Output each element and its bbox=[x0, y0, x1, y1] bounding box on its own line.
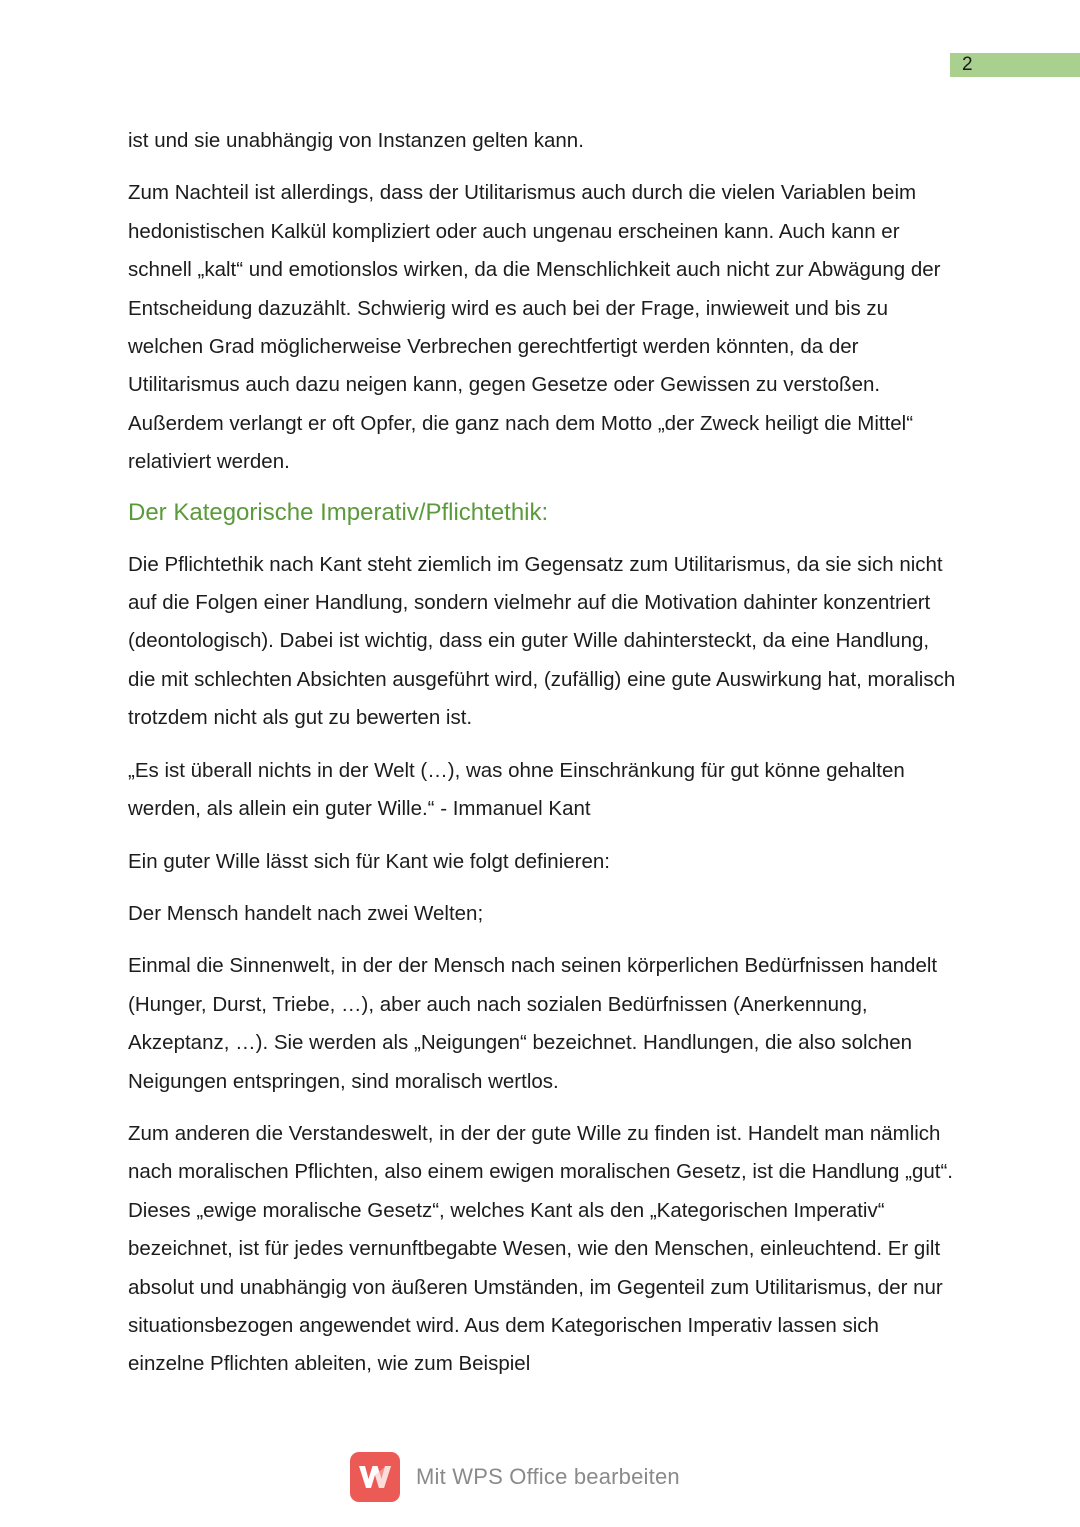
paragraph: Ein guter Wille lässt sich für Kant wie folgt definieren: bbox=[128, 849, 610, 873]
wps-w-glyph-icon bbox=[357, 1462, 393, 1492]
wps-footer-text: Mit WPS Office bearbeiten bbox=[416, 1464, 680, 1489]
paragraph: Die Pflichtethik nach Kant steht ziemlich im Gegensatz zum Utilitarismus, da sie sich nicht auf die Folgen einer Handlung, sondern vielmehr auf die Motivation dahinter konzentriert (deontologisch). Dabei ist wichtig, dass ein guter Wille dahintersteckt, da eine Handlung, die mit schlechten Absichten ausgeführt wird, (zufällig) eine gute Auswirkung hat, moralisch trotzdem nicht als gut zu bewerten ist. bbox=[128, 552, 956, 730]
paragraph: ist und sie unabhängig von Instanzen gelten kann. bbox=[128, 129, 584, 152]
paragraph: Zum anderen die Verstandeswelt, in der der gute Wille zu finden ist. Handelt man nämlich nach moralischen Pflichten, also einem ewigen moralischen Gesetz, ist die Handlung „gut“. Dieses „ewige moralische Gesetz“, welches Kant als den „Kategorischen Imperativ“ bezeichnet, ist für jedes vernunftbegabte Wesen, wie den Menschen, einleuchtend. Er gilt absolut und unabhängig von äußeren Umständen, im Gegenteil zum Utilitarismus, der nur situationsbezogen angewendet wird. Aus dem Kategorischen Imperativ lassen sich einzelne Pflichten ableiten, wie zum Beispiel bbox=[128, 1121, 953, 1376]
paragraph: Der Mensch handelt nach zwei Welten; bbox=[128, 901, 484, 925]
paragraph: Zum Nachteil ist allerdings, dass der Utilitarismus auch durch die vielen Variablen beim hedonistischen Kalkül kompliziert oder auch ungenau erscheinen kann. Auch kann er schnell „kalt“ und emotionslos wirken, da die Menschlichkeit auch nicht zur Abwägung der Entscheidung dazuzählt. Schwierig wird es auch bei der Frage, inwieweit und bis zu welchen Grad möglicherweise Verbrechen gerechtfertigt werden könnten, da der Utilitarismus auch dazu neigen kann, gegen Gesetze oder Gewissen zu verstoßen. Außerdem verlangt er oft Opfer, die ganz nach dem Motto „der Zweck heiligt die Mittel“ relativiert werden. bbox=[128, 181, 941, 474]
page-number: 2 bbox=[962, 54, 973, 75]
paragraph: Einmal die Sinnenwelt, in der der Mensch nach seinen körperlichen Bedürfnissen handelt (Hunger, Durst, Triebe, …), aber auch nach sozialen Bedürfnissen (Anerkennung, Akzeptanz, …). Sie werden als „Neigungen“ bezeichnet. Handlungen, die also solchen Neigungen entspringen, sind moralisch wertlos. bbox=[128, 954, 938, 1093]
kant-quote: „Es ist überall nichts in der Welt (…), was ohne Einschränkung für gut könne gehalten werden, als allein ein guter Wille.“ - Immanuel Kant bbox=[128, 758, 905, 821]
wps-office-logo-icon bbox=[350, 1452, 400, 1502]
wps-footer[interactable] bbox=[350, 1452, 680, 1502]
document-body bbox=[128, 122, 956, 1398]
page-number-bar bbox=[950, 53, 1080, 77]
section-heading: Der Kategorische Imperativ/Pflichtethik: bbox=[128, 498, 549, 526]
